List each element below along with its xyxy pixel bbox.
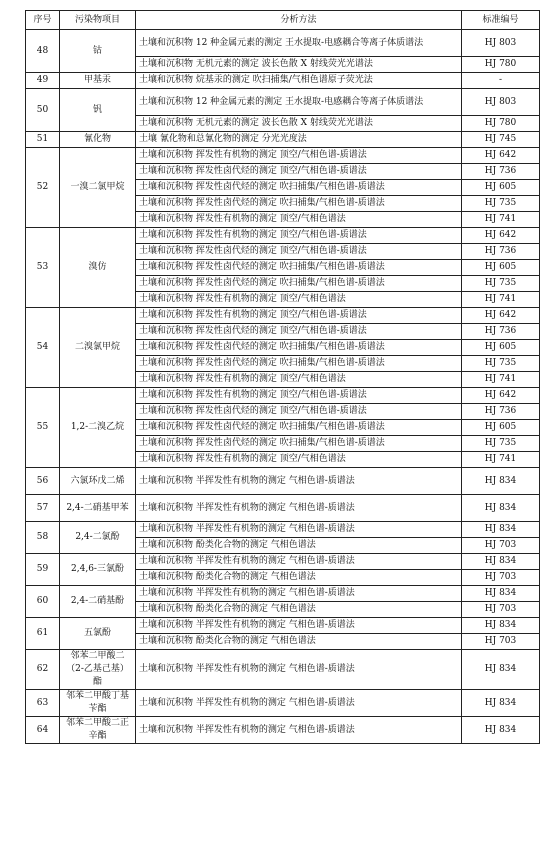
analysis-method: 土壤和沉积物 挥发性卤代烃的测定 吹扫捕集/气相色谱-质谱法 [136,340,462,356]
analysis-method: 土壤和沉积物 挥发性有机物的测定 顶空/气相色谱-质谱法 [136,228,462,244]
standard-number: - [462,73,540,89]
standard-number: HJ 834 [462,468,540,495]
analysis-method: 土壤和沉积物 挥发性卤代烃的测定 顶空/气相色谱-质谱法 [136,244,462,260]
table-row [26,132,540,148]
standard-number: HJ 834 [462,690,540,717]
analysis-method: 土壤和沉积物 挥发性卤代烃的测定 顶空/气相色谱-质谱法 [136,164,462,180]
table-row [26,388,540,404]
standard-number: HJ 834 [462,495,540,522]
table-row [26,308,540,324]
standard-number: HJ 642 [462,148,540,164]
pollutant-name: 钴 [60,30,136,73]
analysis-method: 土壤和沉积物 挥发性卤代烃的测定 吹扫捕集/气相色谱-质谱法 [136,356,462,372]
analysis-method: 土壤和沉积物 挥发性卤代烃的测定 吹扫捕集/气相色谱-质谱法 [136,420,462,436]
analysis-method: 土壤和沉积物 半挥发性有机物的测定 气相色谱-质谱法 [136,690,462,717]
row-number: 49 [26,73,60,89]
standard-number: HJ 834 [462,650,540,690]
pollutant-name: 2,4-二氯酚 [60,522,136,554]
table-body [26,30,540,744]
pollutant-name: 2,4,6-三氯酚 [60,554,136,586]
analysis-method: 土壤和沉积物 半挥发性有机物的测定 气相色谱-质谱法 [136,650,462,690]
table-row [26,650,540,690]
analysis-method: 土壤和沉积物 半挥发性有机物的测定 气相色谱-质谱法 [136,618,462,634]
standard-number: HJ 642 [462,308,540,324]
standard-number: HJ 834 [462,717,540,744]
table-row [26,468,540,495]
analysis-method: 土壤和沉积物 挥发性卤代烃的测定 顶空/气相色谱-质谱法 [136,324,462,340]
table-row [26,522,540,538]
standard-number: HJ 780 [462,57,540,73]
standard-number: HJ 605 [462,340,540,356]
row-number: 59 [26,554,60,586]
standard-number: HJ 741 [462,212,540,228]
analysis-method: 土壤和沉积物 半挥发性有机物的测定 气相色谱-质谱法 [136,495,462,522]
analysis-method: 土壤和沉积物 挥发性有机物的测定 顶空/气相色谱-质谱法 [136,388,462,404]
standard-number: HJ 741 [462,292,540,308]
analysis-method: 土壤 氰化物和总氰化物的测定 分光光度法 [136,132,462,148]
table-row [26,89,540,116]
pollutant-name: 1,2-二溴乙烷 [60,388,136,468]
analysis-method: 土壤和沉积物 酚类化合物的测定 气相色谱法 [136,634,462,650]
table-row [26,30,540,57]
standard-number: HJ 741 [462,452,540,468]
header-no: 序号 [26,11,60,30]
analysis-method: 土壤和沉积物 12 种金属元素的测定 王水提取-电感耦合等离子体质谱法 [136,30,462,57]
table-row [26,228,540,244]
row-number: 51 [26,132,60,148]
analysis-method: 土壤和沉积物 挥发性有机物的测定 顶空/气相色谱法 [136,452,462,468]
standard-number: HJ 803 [462,30,540,57]
table-row [26,586,540,602]
table-row [26,618,540,634]
row-number: 55 [26,388,60,468]
row-number: 60 [26,586,60,618]
standard-number: HJ 780 [462,116,540,132]
analysis-method: 土壤和沉积物 无机元素的测定 波长色散 X 射线荧光光谱法 [136,116,462,132]
row-number: 64 [26,717,60,744]
standard-number: HJ 736 [462,324,540,340]
standard-number: HJ 735 [462,356,540,372]
standard-number: HJ 642 [462,228,540,244]
row-number: 58 [26,522,60,554]
pollutant-name: 一溴二氯甲烷 [60,148,136,228]
analysis-method: 土壤和沉积物 半挥发性有机物的测定 气相色谱-质谱法 [136,468,462,495]
pollutant-name: 邻苯二甲酸二正辛酯 [60,717,136,744]
analysis-method: 土壤和沉积物 无机元素的测定 波长色散 X 射线荧光光谱法 [136,57,462,73]
pollutant-name: 邻苯二甲酸丁基苄酯 [60,690,136,717]
standard-number: HJ 735 [462,436,540,452]
analysis-method: 土壤和沉积物 挥发性卤代烃的测定 吹扫捕集/气相色谱-质谱法 [136,276,462,292]
analysis-method: 土壤和沉积物 挥发性有机物的测定 顶空/气相色谱法 [136,292,462,308]
analysis-method: 土壤和沉积物 挥发性有机物的测定 顶空/气相色谱-质谱法 [136,308,462,324]
pollutant-name: 五氯酚 [60,618,136,650]
analysis-method: 土壤和沉积物 酚类化合物的测定 气相色谱法 [136,570,462,586]
analysis-method: 土壤和沉积物 挥发性卤代烃的测定 吹扫捕集/气相色谱-质谱法 [136,436,462,452]
row-number: 61 [26,618,60,650]
header-standard: 标准编号 [462,11,540,30]
row-number: 56 [26,468,60,495]
row-number: 53 [26,228,60,308]
table-row [26,690,540,717]
standard-number: HJ 735 [462,276,540,292]
standard-number: HJ 834 [462,554,540,570]
pollutant-name: 氰化物 [60,132,136,148]
standard-number: HJ 803 [462,89,540,116]
analysis-method: 土壤和沉积物 挥发性卤代烃的测定 顶空/气相色谱-质谱法 [136,404,462,420]
standard-number: HJ 736 [462,404,540,420]
row-number: 50 [26,89,60,132]
analysis-method: 土壤和沉积物 半挥发性有机物的测定 气相色谱-质谱法 [136,717,462,744]
standard-number: HJ 834 [462,586,540,602]
standard-number: HJ 745 [462,132,540,148]
analysis-method: 土壤和沉积物 挥发性卤代烃的测定 吹扫捕集/气相色谱-质谱法 [136,260,462,276]
standard-number: HJ 736 [462,244,540,260]
pollutant-name: 2,4-二硝基酚 [60,586,136,618]
pollutant-name: 2,4-二硝基甲苯 [60,495,136,522]
standard-number: HJ 605 [462,180,540,196]
analysis-method: 土壤和沉积物 挥发性有机物的测定 顶空/气相色谱-质谱法 [136,148,462,164]
header-method: 分析方法 [136,11,462,30]
analysis-method: 土壤和沉积物 挥发性卤代烃的测定 吹扫捕集/气相色谱-质谱法 [136,180,462,196]
pollutant-name: 六氯环戊二烯 [60,468,136,495]
table-row [26,554,540,570]
row-number: 62 [26,650,60,690]
pollutant-name: 二溴氯甲烷 [60,308,136,388]
standard-number: HJ 703 [462,602,540,618]
row-number: 57 [26,495,60,522]
standard-number: HJ 703 [462,538,540,554]
table-row [26,148,540,164]
row-number: 54 [26,308,60,388]
analysis-method: 土壤和沉积物 酚类化合物的测定 气相色谱法 [136,602,462,618]
analysis-method: 土壤和沉积物 半挥发性有机物的测定 气相色谱-质谱法 [136,522,462,538]
table-row [26,73,540,89]
standard-number: HJ 736 [462,164,540,180]
standard-number: HJ 735 [462,196,540,212]
standard-number: HJ 605 [462,420,540,436]
analysis-method: 土壤和沉积物 挥发性卤代烃的测定 吹扫捕集/气相色谱-质谱法 [136,196,462,212]
header-pollutant: 污染物项目 [60,11,136,30]
standard-number: HJ 834 [462,522,540,538]
standards-table [25,10,540,744]
standard-number: HJ 642 [462,388,540,404]
standard-number: HJ 703 [462,570,540,586]
standard-number: HJ 703 [462,634,540,650]
analysis-method: 土壤和沉积物 半挥发性有机物的测定 气相色谱-质谱法 [136,586,462,602]
analysis-method: 土壤和沉积物 酚类化合物的测定 气相色谱法 [136,538,462,554]
analysis-method: 土壤和沉积物 12 种金属元素的测定 王水提取-电感耦合等离子体质谱法 [136,89,462,116]
analysis-method: 土壤和沉积物 挥发性有机物的测定 顶空/气相色谱法 [136,212,462,228]
table-row [26,717,540,744]
analysis-method: 土壤和沉积物 挥发性有机物的测定 顶空/气相色谱法 [136,372,462,388]
pollutant-name: 溴仿 [60,228,136,308]
table-row [26,495,540,522]
standard-number: HJ 834 [462,618,540,634]
row-number: 48 [26,30,60,73]
analysis-method: 土壤和沉积物 半挥发性有机物的测定 气相色谱-质谱法 [136,554,462,570]
standard-number: HJ 605 [462,260,540,276]
analysis-method: 土壤和沉积物 烷基汞的测定 吹扫捕集/气相色谱原子荧光法 [136,73,462,89]
pollutant-name: 钒 [60,89,136,132]
table-header-row [26,11,540,30]
row-number: 52 [26,148,60,228]
pollutant-name: 甲基汞 [60,73,136,89]
pollutant-name: 邻苯二甲酸二（2-乙基己基）酯 [60,650,136,690]
row-number: 63 [26,690,60,717]
standard-number: HJ 741 [462,372,540,388]
